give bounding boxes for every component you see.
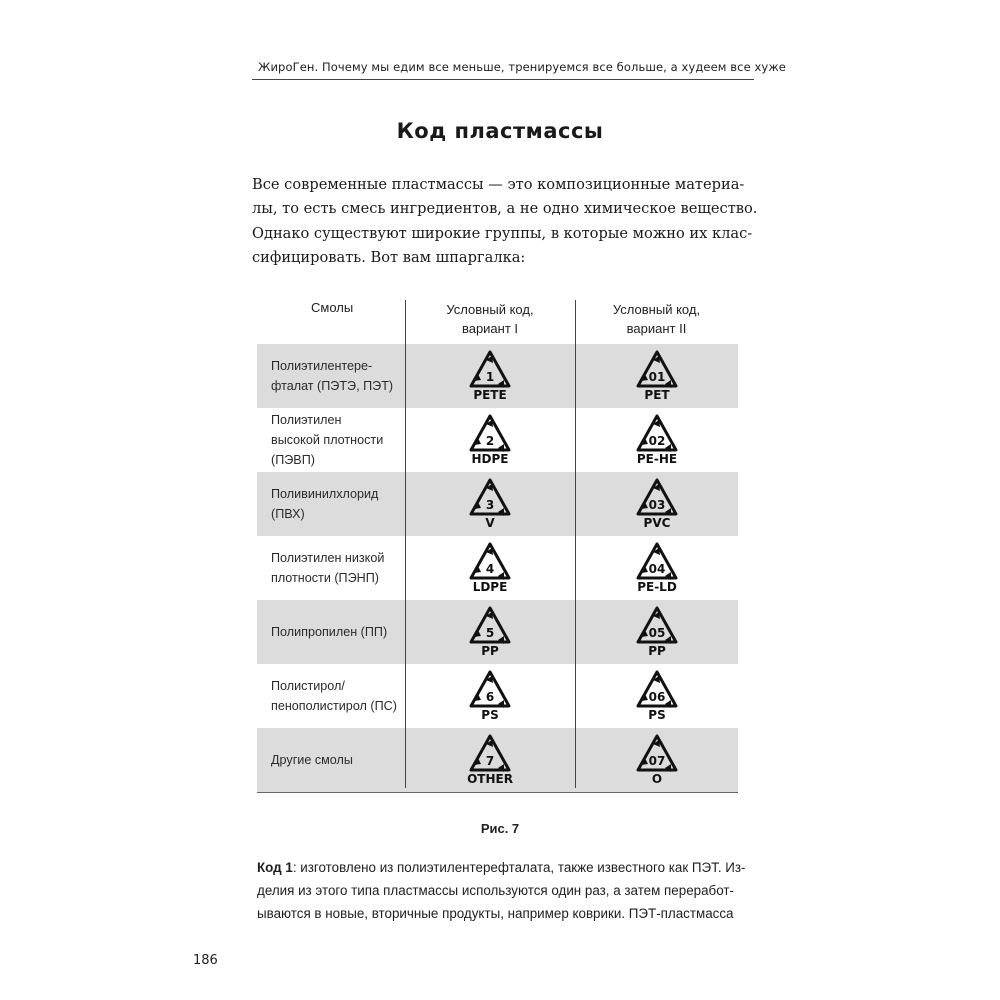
- resin-name-line: Полипропилен (ПП): [271, 625, 388, 639]
- recycle-code-number: 4: [485, 562, 495, 576]
- recycling-triangle-icon: [462, 476, 518, 532]
- recycling-triangle-icon: [629, 476, 685, 532]
- recycle-code-label: PE-HE: [636, 452, 677, 466]
- intro-line: сифицировать. Вот вам шпаргалка:: [252, 249, 526, 267]
- body-line-bold: Код 1: [257, 860, 293, 875]
- body-line: [257, 879, 767, 902]
- header-resin: Смолы: [311, 300, 354, 315]
- code-variant-2-cell: [575, 472, 738, 536]
- recycle-code-label: LDPE: [472, 580, 508, 594]
- table-body: [257, 344, 738, 792]
- resin-name: [257, 728, 405, 792]
- recycle-code-label: PETE: [473, 388, 507, 402]
- recycling-triangle-icon: [629, 604, 685, 660]
- recycling-triangle-icon: [462, 732, 518, 788]
- section-title: Код пластмассы: [396, 119, 604, 143]
- recycle-code-number: 07: [648, 754, 665, 768]
- header-code-variant-1-line2: вариант I: [461, 321, 519, 336]
- recycling-triangle-icon: [629, 348, 685, 404]
- header-code-variant-2: [575, 290, 738, 344]
- resin-name-line: (ПВХ): [271, 507, 305, 521]
- resin-name-line: фталат (ПЭТЭ, ПЭТ): [271, 379, 394, 393]
- header-rule: [252, 79, 754, 80]
- table-row: [257, 408, 738, 472]
- table-row: [257, 728, 738, 792]
- body-line-text: делия из этого типа пластмассы используются один раз, а затем переработ-: [257, 883, 734, 898]
- recycling-triangle-icon: [629, 412, 685, 468]
- resin-name-line: пенополистирол (ПС): [271, 699, 397, 713]
- code-variant-2-cell: [575, 536, 738, 600]
- resin-name: [257, 344, 405, 408]
- recycle-code-label: PE-LD: [636, 580, 677, 594]
- table-row: [257, 536, 738, 600]
- resin-name: [257, 408, 405, 472]
- table-row: [257, 472, 738, 536]
- resin-name: [257, 664, 405, 728]
- header-code-variant-2-line1: Условный код,: [612, 302, 701, 317]
- recycle-code-number: 2: [485, 434, 495, 448]
- recycle-code-number: 5: [485, 626, 495, 640]
- code-variant-1-cell: [405, 472, 575, 536]
- resin-name-line: высокой плотности: [271, 433, 384, 447]
- header-code-variant-1: [405, 290, 575, 344]
- recycling-triangle-icon: [462, 348, 518, 404]
- resin-name-line: Поливинилхлорид: [271, 487, 379, 501]
- recycling-triangle-icon: [462, 604, 518, 660]
- recycle-code-number: 03: [648, 498, 665, 512]
- code-variant-1-cell: [405, 728, 575, 792]
- recycle-code-number: 3: [485, 498, 495, 512]
- recycle-code-number: 01: [648, 370, 665, 384]
- plastic-codes-table: [257, 290, 738, 792]
- resin-name-line: Полиэтилен: [271, 413, 342, 427]
- resin-name-line: Полиэтилентере-: [271, 359, 373, 373]
- recycle-code-label: HDPE: [471, 452, 509, 466]
- code-variant-1-cell: [405, 600, 575, 664]
- recycling-triangle-icon: [629, 732, 685, 788]
- resin-name-line: (ПЭВП): [271, 453, 315, 467]
- recycle-code-number: 06: [648, 690, 665, 704]
- body-line-text: : изготовлено из полиэтилентерефталата, также известного как ПЭТ. Из-: [292, 860, 746, 875]
- recycle-code-number: 6: [485, 690, 495, 704]
- body-line: [257, 856, 767, 879]
- table-row: [257, 664, 738, 728]
- resin-name: [257, 600, 405, 664]
- recycle-code-label: O: [651, 772, 662, 786]
- page-number: 186: [193, 953, 218, 968]
- resin-name-line: Полистирол/: [271, 679, 345, 693]
- recycling-triangle-icon: [462, 668, 518, 724]
- recycling-triangle-icon: [462, 412, 518, 468]
- table-row: [257, 344, 738, 408]
- recycle-code-label: PET: [643, 388, 670, 402]
- table-row: [257, 600, 738, 664]
- recycle-code-number: 02: [648, 434, 665, 448]
- code-variant-2-cell: [575, 408, 738, 472]
- code-variant-2-cell: [575, 600, 738, 664]
- intro-line: Все современные пластмассы — это композиционные материа-: [252, 176, 745, 193]
- table-bottom-rule: [257, 792, 738, 793]
- code-variant-2-cell: [575, 728, 738, 792]
- header-code-variant-1-line1: Условный код,: [446, 302, 534, 317]
- code-variant-2-cell: [575, 664, 738, 728]
- recycle-code-label: PS: [481, 708, 499, 722]
- column-divider: [575, 300, 576, 788]
- code-variant-2-cell: [575, 344, 738, 408]
- recycling-triangle-icon: [629, 540, 685, 596]
- resin-name: [257, 472, 405, 536]
- code-variant-1-cell: [405, 664, 575, 728]
- resin-name-line: Полиэтилен низкой: [271, 551, 385, 565]
- intro-line: Однако существуют широкие группы, в которые можно их клас-: [252, 224, 753, 242]
- intro-paragraph: [252, 173, 760, 271]
- resin-name-line: плотности (ПЭНП): [271, 571, 379, 585]
- recycle-code-label: PP: [481, 644, 499, 658]
- recycle-code-number: 1: [485, 370, 495, 384]
- recycle-code-number: 05: [648, 626, 665, 640]
- table-header: [257, 290, 738, 344]
- recycling-triangle-icon: [462, 540, 518, 596]
- intro-line: лы, то есть смесь ингредиентов, а не одно химическое вещество.: [252, 200, 758, 218]
- code-variant-1-cell: [405, 408, 575, 472]
- body-line: [257, 902, 767, 925]
- body-line-text: ываются в новые, вторичные продукты, например коврики. ПЭТ-пластмасса: [257, 906, 734, 921]
- header-code-variant-2-line2: вариант II: [626, 321, 687, 336]
- running-header: ЖироГен. Почему мы едим все меньше, тренируемся все больше, а худеем все хуже: [258, 60, 786, 74]
- column-divider: [405, 300, 406, 788]
- resin-name: [257, 536, 405, 600]
- recycling-triangle-icon: [629, 668, 685, 724]
- code-variant-1-cell: [405, 536, 575, 600]
- code-variant-1-cell: [405, 344, 575, 408]
- recycle-code-number: 04: [648, 562, 665, 576]
- recycle-code-label: PVC: [643, 516, 670, 530]
- recycle-code-label: PS: [647, 708, 666, 722]
- recycle-code-number: 7: [485, 754, 495, 768]
- resin-name-line: Другие смолы: [271, 753, 353, 767]
- recycle-code-label: PP: [647, 644, 666, 658]
- recycle-code-label: V: [485, 516, 495, 530]
- figure-caption: Рис. 7: [480, 821, 520, 836]
- recycle-code-label: OTHER: [467, 772, 513, 786]
- body-paragraph: [257, 856, 767, 925]
